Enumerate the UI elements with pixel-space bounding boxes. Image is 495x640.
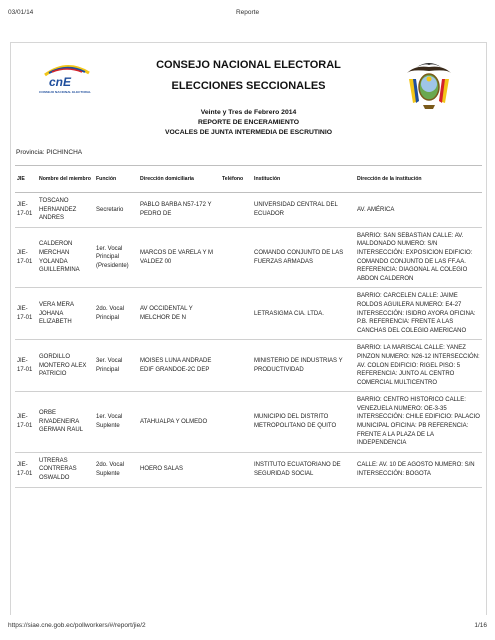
print-footer	[0, 622, 495, 634]
cell-institution: UNIVERSIDAD CENTRAL DEL ECUADOR	[252, 193, 355, 228]
report-type: REPORTE DE ENCERAMIENTO	[197, 119, 300, 126]
print-title: Reporte	[235, 9, 260, 16]
logo-text: cnE	[49, 75, 72, 89]
cell-jie: JIE-17-01	[15, 392, 37, 453]
cell-inst-address: AV. AMÉRICA	[355, 193, 482, 228]
col-header-name: Nombre del miembro	[37, 166, 94, 193]
cell-name: VERA MERA JOHANA ELIZABETH	[37, 288, 94, 340]
cell-name: TOSCANO HERNANDEZ ANDRES	[37, 193, 94, 228]
election-title: ELECCIONES SECCIONALES	[171, 80, 326, 92]
cell-role: 1er. Vocal Suplente	[94, 392, 138, 453]
print-header	[0, 9, 495, 21]
cell-role: 2do. Vocal Suplente	[94, 452, 138, 487]
cell-jie: JIE-17-01	[15, 340, 37, 392]
report-sheet	[10, 42, 487, 615]
cell-name: UTRERAS CONTRERAS OSWALDO	[37, 452, 94, 487]
cell-inst-address: BARRIO: LA MARISCAL CALLE: YANEZ PINZON NUMERO: N26-12 INTERSECCIÓN: AV. COLON EDIFICIO: RIGEL PISO: 5 REFERENCIA: JUNTO AL CENTRO COMERCIAL MULTICENTRO	[355, 340, 482, 392]
cell-institution: MUNICIPIO DEL DISTRITO METROPOLITANO DE QUITO	[252, 392, 355, 453]
cell-institution: COMANDO CONJUNTO DE LAS FUERZAS ARMADAS	[252, 227, 355, 288]
report-heading	[11, 59, 486, 138]
table-row	[15, 227, 482, 288]
cell-address: HOERO SALAS	[138, 452, 220, 487]
cell-phone	[220, 193, 252, 228]
cell-name: CALDERON MERCHAN YOLANDA GUILLERMINA	[37, 227, 94, 288]
logo-caption: CONSEJO NACIONAL ELECTORAL	[39, 90, 91, 94]
cell-role: 3er. Vocal Principal	[94, 340, 138, 392]
members-table	[15, 165, 482, 488]
col-header-inst-address: Dirección de la institución	[355, 166, 482, 193]
cell-name: ORBE RIVADENEIRA GERMAN RAUL	[37, 392, 94, 453]
col-header-phone: Teléfono	[220, 166, 252, 193]
cell-address: MARCOS DE VARELA Y M VALDEZ 00	[138, 227, 220, 288]
cell-institution: MINISTERIO DE INDUSTRIAS Y PRODUCTIVIDAD	[252, 340, 355, 392]
province-label: Provincia: PICHINCHA	[16, 149, 83, 156]
election-date: Veinte y Tres de Febrero 2014	[200, 109, 297, 116]
table-row	[15, 193, 482, 228]
print-date: 03/01/14	[8, 9, 34, 16]
org-title: CONSEJO NACIONAL ELECTORAL	[156, 59, 341, 71]
cell-jie: JIE-17-01	[15, 288, 37, 340]
cell-jie: JIE-17-01	[15, 193, 37, 228]
report-subject: VOCALES DE JUNTA INTERMEDIA DE ESCRUTINIO	[164, 129, 333, 136]
cell-name: GORDILLO MONTERO ALEX PATRICIO	[37, 340, 94, 392]
cell-phone	[220, 288, 252, 340]
page-counter: 1/16	[474, 622, 487, 629]
cell-inst-address: BARRIO: CENTRO HISTORICO CALLE: VENEZUELA NUMERO: OE-3-35 INTERSECCIÓN: CHILE EDIFICIO: PALACIO MUNICIPAL OFICINA: PB REFERENCIA: FRENTE A LA PLAZA DE LA INDEPENDENCIA	[355, 392, 482, 453]
table-header-row	[15, 166, 482, 193]
cell-role: Secretario	[94, 193, 138, 228]
table-row	[15, 340, 482, 392]
cell-phone	[220, 452, 252, 487]
col-header-address: Dirección domiciliaria	[138, 166, 220, 193]
cell-inst-address: BARRIO: SAN SEBASTIAN CALLE: AV. MALDONADO NUMERO: S/N INTERSECCIÓN: EXPOSICION EDIFICIO: COMANDO CONJUNTO DE LAS FF.AA. REFERENCIA: DIAGONAL AL COLEGIO ABDON CALDERON	[355, 227, 482, 288]
cell-role: 1er. Vocal Principal (Presidente)	[94, 227, 138, 288]
cell-phone	[220, 227, 252, 288]
table-row	[15, 452, 482, 487]
cell-jie: JIE-17-01	[15, 227, 37, 288]
table-row	[15, 392, 482, 453]
col-header-jie: JIE	[15, 166, 37, 193]
cell-role: 2do. Vocal Principal	[94, 288, 138, 340]
cell-inst-address: CALLE: AV. 10 DE AGOSTO NUMERO: S/N INTERSECCIÓN: BOGOTA	[355, 452, 482, 487]
print-url: https://siae.cne.gob.ec/pollworkers/#/report/jie/2	[8, 622, 146, 629]
cell-inst-address: BARRIO: CARCELEN CALLE: JAIME ROLDOS AGUILERA NUMERO: E4-27 INTERSECCIÓN: ISIDRO AYORA OFICINA: P.B. REFERENCIA: FRENTE A LAS CANCHAS DEL COLEGIO AMERICANO	[355, 288, 482, 340]
cell-institution: INSTITUTO ECUATORIANO DE SEGURIDAD SOCIAL	[252, 452, 355, 487]
cell-address: ATAHUALPA Y OLMEDO	[138, 392, 220, 453]
col-header-role: Función	[94, 166, 138, 193]
col-header-institution: Institución	[252, 166, 355, 193]
cell-institution: LETRASIGMA CIA. LTDA.	[252, 288, 355, 340]
cell-phone	[220, 340, 252, 392]
table-row	[15, 288, 482, 340]
cell-address: MOISES LUNA ANDRADE EDIF GRANDOE-2C DEP	[138, 340, 220, 392]
cell-address: PABLO BARBA N57-172 Y PEDRO DE	[138, 193, 220, 228]
cell-jie: JIE-17-01	[15, 452, 37, 487]
cell-phone	[220, 392, 252, 453]
cell-address: AV OCCIDENTAL Y MELCHOR DE N	[138, 288, 220, 340]
